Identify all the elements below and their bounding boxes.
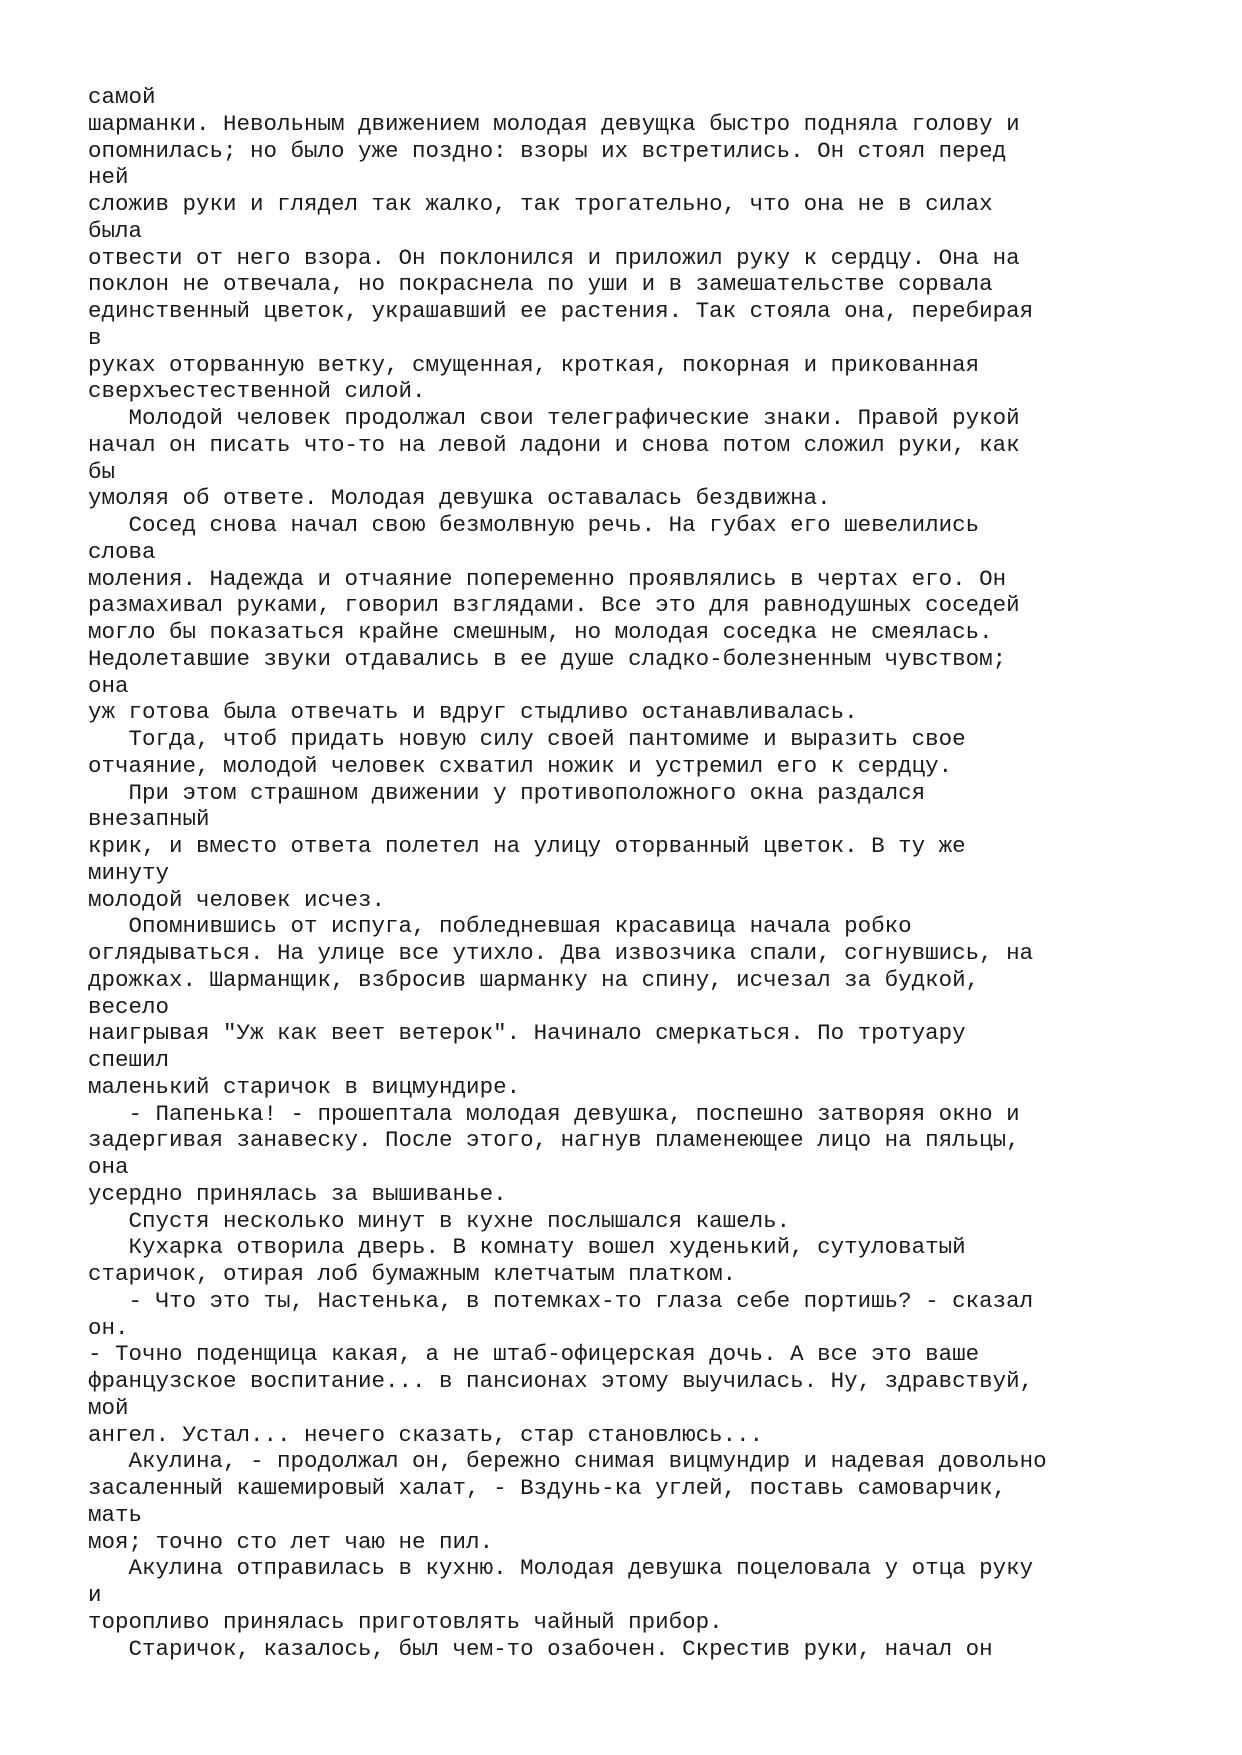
text-line: Акулина отправилась в кухню. Молодая девушка поцеловала у отца руку <box>88 1555 1034 1582</box>
text-line: была <box>88 217 143 244</box>
text-line: слова <box>88 538 156 565</box>
text-line: она <box>88 1154 129 1180</box>
text-line: внезапный <box>88 806 210 833</box>
text-line: - Точно поденщица какая, а не штаб-офицерская дочь. А все это ваше <box>88 1341 980 1368</box>
text-line: задергивая занавеску. После этого, нагнув пламенеющее лицо на пяльцы, <box>88 1127 1020 1154</box>
text-line: единственный цветок, украшавший ее растения. Так стояла она, перебирая <box>88 298 1034 324</box>
text-line: самой <box>88 84 156 110</box>
text-line: бы <box>88 458 116 485</box>
text-line: начал он писать что-то на левой ладони и снова потом сложил руки, как <box>88 431 1020 458</box>
text-line: уж готова была отвечать и вдруг стыдливо останавливалась. <box>88 699 858 726</box>
text-line: и <box>88 1582 102 1608</box>
text-line: могло бы показаться крайне смешным, но молодая соседка не смеялась. <box>88 619 993 645</box>
text-line: сверхъестественной силой. <box>88 378 426 405</box>
text-line: мой <box>88 1394 129 1421</box>
text-line: умоляя об ответе. Молодая девушка оставалась бездвижна. <box>88 485 831 512</box>
text-line: - Что это ты, Настенька, в потемках-то глаза себе портишь? - сказал <box>88 1287 1034 1314</box>
text-line: наигрывая "Уж как веет ветерок". Начинало смеркаться. По тротуару <box>88 1020 966 1047</box>
text-line: мать <box>88 1501 143 1528</box>
text-line: Недолетавшие звуки отдавались в ее душе сладко-болезненным чувством; <box>88 645 1007 672</box>
text-line: оглядываться. На улице все утихло. Два извозчика спали, согнувшись, на <box>88 940 1034 966</box>
text-line: Молодой человек продолжал свои телеграфические знаки. Правой рукой <box>88 405 1020 431</box>
text-line: - Папенька! - прошептала молодая девушка, поспешно затворяя окно и <box>88 1100 1020 1127</box>
text-line: засаленный кашемировый халат, - Вздунь-ка углей, поставь самоварчик, <box>88 1475 1007 1501</box>
text-line: шарманки. Невольным движением молодая девущка быстро подняла голову и <box>88 110 1020 137</box>
text-line: крик, и вместо ответа полетел на улицу оторванный цветок. В ту же <box>88 833 966 859</box>
text-line: молодой человек исчез. <box>88 886 386 913</box>
text-line: отвести от него взора. Он поклонился и приложил руку к сердцу. Она на <box>88 244 1020 271</box>
text-line: в <box>88 324 102 351</box>
text-line: ней <box>88 164 129 191</box>
text-line: он. <box>88 1314 129 1341</box>
text-line: Тогда, чтоб придать новую силу своей пантомиме и выразить свое <box>88 726 966 752</box>
text-line: руках оторванную ветку, смущенная, кроткая, покорная и прикованная <box>88 351 980 378</box>
text-line: Кухарка отворила дверь. В комнату вошел худенький, сутуловатый <box>88 1234 966 1261</box>
text-line: усердно принялась за вышиванье. <box>88 1180 507 1207</box>
text-line: маленький старичок в вицмундире. <box>88 1073 521 1100</box>
text-line: торопливо принялась приготовлять чайный прибор. <box>88 1608 723 1635</box>
text-line: моления. Надежда и отчаяние попеременно проявлялись в чертах его. Он <box>88 565 1007 592</box>
text-line: Акулина, - продолжал он, бережно снимая вицмундир и надевая довольно <box>88 1448 1047 1475</box>
text-line: она <box>88 672 129 699</box>
text-line: Сосед снова начал свою безмолвную речь. На губах его шевелились <box>88 512 980 538</box>
text-line: размахивал руками, говорил взглядами. Все это для равнодушных соседей <box>88 592 1020 619</box>
text-line: Спустя несколько минут в кухне послышался кашель. <box>88 1207 791 1234</box>
text-line: дрожках. Шарманщик, взбросив шарманку на спину, исчезал за будкой, <box>88 966 980 993</box>
text-line: минуту <box>88 859 170 886</box>
text-line: моя; точно сто лет чаю не пил. <box>88 1528 494 1555</box>
text-line: отчаяние, молодой человек схватил ножик и устремил его к сердцу. <box>88 752 953 779</box>
text-line: весело <box>88 993 170 1020</box>
text-line: ангел. Устал... нечего сказать, стар становлюсь... <box>88 1421 764 1448</box>
text-line: спешил <box>88 1047 170 1073</box>
text-line: Старичок, казалось, был чем-то озабочен. Скрестив руки, начал он <box>88 1635 993 1662</box>
text-line: сложив руки и глядел так жалко, так трогательно, что она не в силах <box>88 191 993 217</box>
text-line: французское воспитание... в пансионах этому выучилась. Ну, здравствуй, <box>88 1368 1034 1394</box>
text-line: опомнилась; но было уже поздно: взоры их встретились. Он стоял перед <box>88 137 1007 164</box>
text-line: старичок, отирая лоб бумажным клетчатым платком. <box>88 1261 737 1287</box>
text-line: Опомнившись от испуга, побледневшая красавица начала робко <box>88 913 912 940</box>
document-page <box>88 84 1228 1662</box>
text-line: поклон не отвечала, но покраснела по уши и в замешательстве сорвала <box>88 271 993 298</box>
text-line: При этом страшном движении у противоположного окна раздался <box>88 779 926 806</box>
